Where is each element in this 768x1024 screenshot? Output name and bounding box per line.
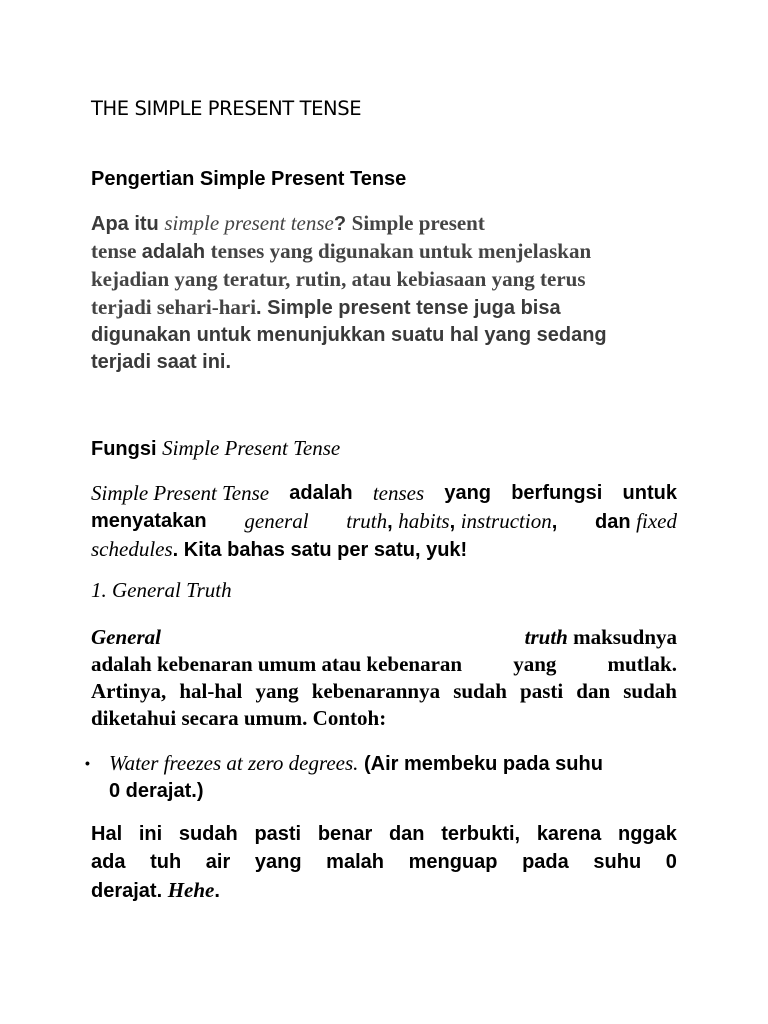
word: dan bbox=[595, 510, 631, 533]
word: malah bbox=[326, 851, 384, 873]
intro-line bbox=[91, 266, 661, 294]
term-italic: truth bbox=[524, 625, 568, 649]
general-truth-paragraph bbox=[91, 624, 677, 732]
word: . Kita bahas satu per satu, yuk! bbox=[172, 539, 468, 561]
subheading-general-truth: 1. General Truth bbox=[91, 578, 232, 602]
word: derajat. bbox=[91, 880, 168, 902]
word: yang bbox=[254, 851, 302, 873]
term-italic: truth bbox=[346, 508, 388, 533]
word: adalah kebenaran umum atau kebenaran bbox=[91, 652, 463, 676]
word: dan bbox=[388, 823, 425, 845]
punct: , bbox=[449, 510, 456, 533]
gt-line-2 bbox=[91, 651, 677, 678]
word: suhu bbox=[593, 851, 642, 873]
term-italic: tenses bbox=[372, 481, 425, 505]
word: sudah bbox=[623, 679, 677, 703]
word: tuh bbox=[150, 851, 182, 873]
word: air bbox=[205, 851, 231, 873]
gt-line-3 bbox=[91, 678, 677, 705]
fungsi-line bbox=[91, 536, 677, 565]
intro-italic: simple present tense bbox=[164, 211, 334, 235]
intro-text: digunakan untuk menunjukkan suatu hal yang sedang bbox=[91, 324, 607, 346]
example-italic: Water freezes at zero degrees. bbox=[109, 751, 359, 775]
intro-paragraph bbox=[91, 210, 661, 376]
example-list-item bbox=[85, 750, 677, 805]
section-heading-pengertian: Pengertian Simple Present Tense bbox=[91, 168, 407, 190]
example-text bbox=[109, 750, 677, 805]
term-italic: schedules bbox=[91, 537, 173, 561]
punct: , bbox=[387, 510, 393, 533]
gt-line-1 bbox=[91, 624, 677, 651]
fungsi-line bbox=[91, 480, 677, 508]
explain-line bbox=[91, 848, 677, 876]
word: Hal bbox=[91, 823, 123, 845]
word: sudah bbox=[178, 823, 238, 845]
intro-serif: terjadi sehari-hari bbox=[91, 295, 257, 319]
word: menguap bbox=[408, 851, 498, 873]
word: pasti bbox=[254, 823, 302, 845]
term-italic: general bbox=[244, 508, 309, 533]
word: yang bbox=[255, 679, 299, 703]
term-italic: Simple Present Tense bbox=[91, 481, 270, 505]
intro-serif: Simple present bbox=[351, 211, 485, 235]
explanation-paragraph bbox=[91, 820, 677, 905]
word: mutlak. bbox=[607, 652, 677, 676]
fungsi-paragraph bbox=[91, 480, 677, 565]
fungsi-line bbox=[91, 508, 677, 537]
section-heading-fungsi bbox=[91, 436, 677, 461]
word: karena bbox=[536, 823, 602, 845]
intro-line bbox=[91, 238, 661, 266]
word: nggak bbox=[618, 823, 677, 845]
gt-line-4: diketahui secara umum. Contoh: bbox=[91, 706, 387, 730]
explain-line bbox=[91, 820, 677, 848]
term-italic: habits bbox=[398, 508, 450, 533]
intro-serif: kejadian yang teratur, rutin, atau kebiasaan yang terus bbox=[91, 267, 586, 291]
example-translation: (Air membeku pada suhu bbox=[358, 753, 603, 775]
example-translation: 0 derajat.) bbox=[109, 780, 204, 802]
intro-serif: tenses yang digunakan untuk menjelaskan bbox=[210, 239, 592, 263]
intro-text: terjadi saat ini. bbox=[91, 351, 232, 373]
word: adalah bbox=[289, 482, 353, 504]
word-italic: Hehe bbox=[167, 878, 215, 902]
page-title: THE SIMPLE PRESENT TENSE bbox=[91, 97, 362, 120]
heading-prefix: Fungsi bbox=[91, 438, 163, 460]
word: dan bbox=[576, 679, 611, 703]
intro-line bbox=[91, 349, 661, 376]
bullet-icon: • bbox=[85, 755, 90, 771]
word: 0 bbox=[665, 851, 677, 873]
word: sudah bbox=[453, 679, 507, 703]
intro-text: . Simple present tense juga bisa bbox=[256, 297, 561, 319]
intro-line bbox=[91, 322, 661, 349]
heading-italic: Simple Present Tense bbox=[162, 436, 341, 460]
intro-line bbox=[91, 294, 661, 322]
word: ini bbox=[138, 823, 163, 845]
word: ada bbox=[91, 851, 126, 873]
intro-text: ? bbox=[333, 213, 352, 235]
word: maksudnya bbox=[573, 625, 677, 649]
word: kebenarannya bbox=[311, 679, 441, 703]
word: benar bbox=[317, 823, 373, 845]
word: terbukti, bbox=[441, 823, 521, 845]
word: menyatakan bbox=[91, 509, 207, 532]
explain-line bbox=[91, 876, 677, 905]
punct: . bbox=[214, 880, 220, 902]
word: yang bbox=[444, 482, 492, 504]
punct: , bbox=[551, 510, 558, 533]
intro-serif: tense bbox=[91, 239, 142, 263]
term-italic: General bbox=[91, 625, 161, 649]
word: pada bbox=[522, 851, 569, 873]
term-italic: instruction bbox=[460, 508, 552, 533]
term-italic: fixed bbox=[636, 508, 677, 533]
word: untuk bbox=[622, 482, 677, 504]
word: pasti bbox=[520, 679, 564, 703]
word: yang bbox=[513, 652, 557, 676]
intro-line bbox=[91, 210, 661, 238]
word: hal-hal bbox=[179, 679, 243, 703]
word: Artinya, bbox=[91, 679, 167, 703]
intro-text: Apa itu bbox=[91, 213, 165, 235]
intro-text: adalah bbox=[141, 241, 211, 263]
word: berfungsi bbox=[511, 482, 603, 504]
